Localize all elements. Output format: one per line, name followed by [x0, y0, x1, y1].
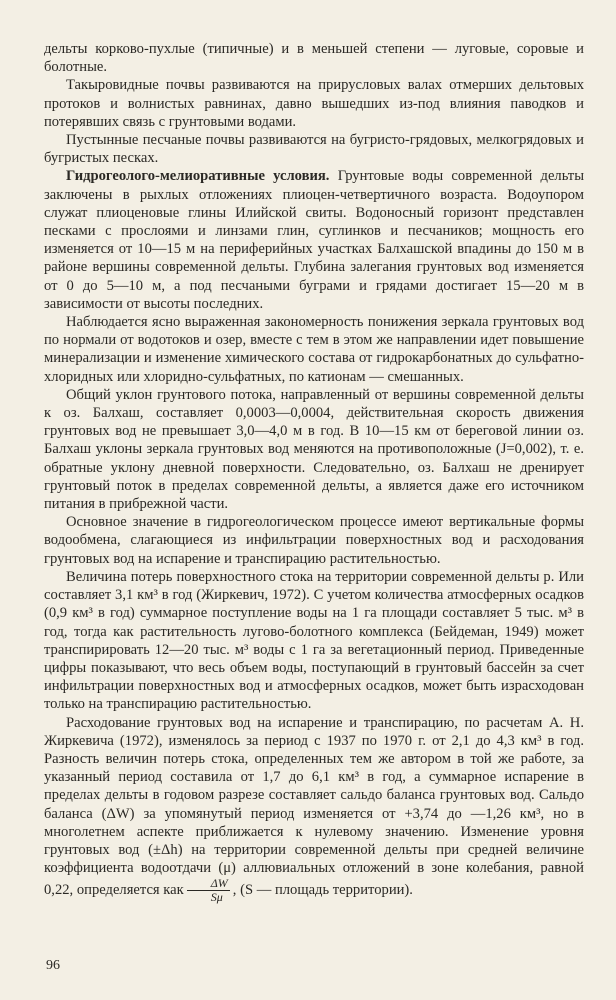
formula-numerator: ΔW: [187, 877, 230, 891]
paragraph: Пустынные песчаные почвы развиваются на бугристо-грядовых, мелкогрядовых и бугристых песках.: [44, 132, 584, 167]
paragraph-text: Расходование грунтовых вод на испарение и транспирацию, по расчетам А. Н. Жиркевича (1972), изменялось за период с 1937 по 1970 г. от 2,1 до 4,3 км³ в год. Разность величин потерь стока, определенных тем же автором в той же работе, за указанный период составила от 1,7 до 6,1 км³ в год, а суммарное испарение в пределах дельты в годовом разрезе составляет сальдо баланса грунтовых вод. Сальдо баланса (ΔW) за упомянутый период изменяется от +3,74 до —1,26 км³, но в многолетнем аспекте приближается к нулевому значению. Изменение уровня грунтовых вод (±Δh) на территории современной дельты при средней величине коэффициента водоотдачи (μ) аллювиальных отложений в зоне колебания, равной 0,22, определяется как: [44, 714, 584, 899]
paragraph: дельты корково-пухлые (типичные) и в меньшей степени — луговые, соровые и болотные.: [44, 41, 584, 76]
body-text: [44, 40, 584, 904]
paragraph-tail: , (S — площадь территории).: [232, 882, 413, 899]
paragraph: Наблюдается ясно выраженная закономерность понижения зеркала грунтовых вод по нормали от водотоков и озер, вместе с тем в этом же направлении идет повышение минерализации и изменение химического состава от гидрокарбонатных до сульфатно-хлоридных или хлоридно-сульфатных, по катионам — смешанных.: [44, 314, 584, 385]
page-number: 96: [46, 958, 60, 973]
paragraph: [44, 167, 584, 313]
paragraph: Величина потерь поверхностного стока на территории современной дельты р. Или составляет 3,1 км³ в год (Жиркевич, 1972). С учетом количества атмосферных осадков (0,9 км³ в год) суммарное поступление воды на 1 га площади составляет 5 тыс. м³ в год, тогда как растительность лугово-болотного комплекса (Бейдеман, 1949) может транспирировать 12—20 тыс. м³ воды с 1 га за вегетационный период. Приведенные цифры показывают, что весь объем воды, поступающий в грунтовый бассейн за счет инфильтрации поверхностных вод и атмосферных осадков, может быть израсходован только на транспирацию растительностью.: [44, 568, 584, 713]
paragraph: Общий уклон грунтового потока, направленный от вершины современной дельты к оз. Балхаш, составляет 0,0003—0,0004, действительная скорость движения грунтовых вод не превышает 3,0—4,0 м в год. В 10—15 км от береговой линии оз. Балхаш уклоны зеркала грунтовых вод меняются на противоположные (J=0,002), т. е. обратные уклону дневной поверхности. Следовательно, оз. Балхаш не дренирует грунтовый поток в пределах современной дельты, а является даже его источником питания в прибрежной части.: [44, 386, 584, 513]
paragraph: [44, 714, 584, 905]
formula-denominator: Sμ: [210, 890, 223, 905]
section-heading: Гидрогеолого-мелиоративные условия.: [66, 168, 330, 185]
formula-fraction: [187, 877, 230, 904]
paragraph: Основное значение в гидрогеологическом процессе имеют вертикальные формы водообмена, слагающиеся из инфильтрации поверхностных вод и расходования грунтовых вод на испарение и транспирацию растительностью.: [44, 514, 584, 567]
paragraph: Такыровидные почвы развиваются на прирусловых валах отмерших дельтовых протоков и волнистых равнинах, давно вышедших из-под влияния паводков и потерявших связь с грунтовыми водами.: [44, 77, 584, 130]
paragraph-text: Грунтовые воды современной дельты заключены в рыхлых отложениях плиоцен-четвертичного возраста. Водоупором служат плиоценовые глины Илийской свиты. Водоносный горизонт представлен песками с прослоями и линзами глин, суглинков и песчаников; мощность его изменяется от 10—15 м на периферийных участках Балхашской впадины до 150 м в районе вершины современной дельты. Глубина залегания грунтовых вод изменяется от 0 до 5—10 м, а под песчаными буграми и грядами достигает 15—20 м в зависимости от высоты последних.: [44, 168, 584, 312]
